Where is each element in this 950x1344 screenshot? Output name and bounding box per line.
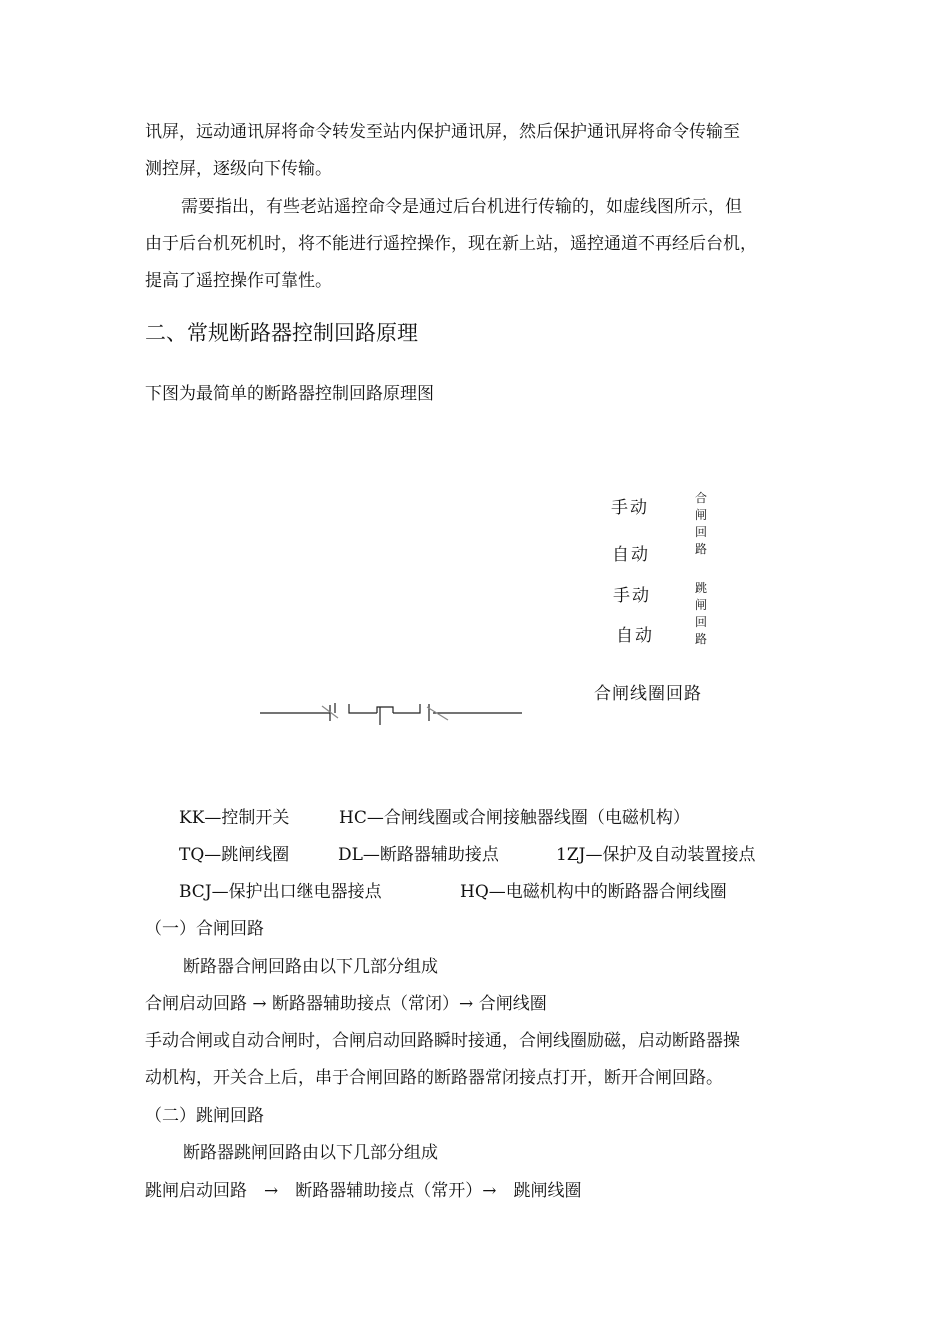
legend-1zj: 1ZJ—保护及自动装置接点 [556,845,756,865]
legend-kk: KK—控制开关 [179,808,290,828]
close-section-desc-line-2: 动机构，开关合上后，串于合闸回路的断路器常闭接点打开，断开合闸回路。 [145,1068,723,1088]
trip-section-heading: （二）跳闸回路 [145,1106,264,1126]
close-circuit-char: 闸 [694,508,707,522]
legend-hq: HQ—电磁机构中的断路器合闸线圈 [460,882,727,902]
manual-close-label: 手动 [611,498,649,518]
paragraph-2-line-1: 需要指出，有些老站遥控命令是通过后台机进行传输的，如虚线图所示，但 [181,197,742,217]
close-section-heading: （一）合闸回路 [145,919,264,939]
trip-section-intro: 断路器跳闸回路由以下几部分组成 [183,1143,438,1163]
trip-circuit-char: 路 [694,632,707,646]
contact-2-symbol [349,704,377,713]
legend-bcj: BCJ—保护出口继电器接点 [179,882,382,902]
trip-circuit-char: 跳 [694,581,707,595]
section-heading: 二、常规断路器控制回路原理 [145,321,418,345]
trip-circuit-char: 回 [694,615,707,629]
figure-intro: 下图为最简单的断路器控制回路原理图 [145,384,434,404]
auto-close-label: 自动 [612,545,650,565]
close-section-intro: 断路器合闸回路由以下几部分组成 [183,957,438,977]
close-circuit-char: 路 [694,542,707,556]
paragraph-1-line-1: 讯屏，远动通讯屏将命令转发至站内保护通讯屏，然后保护通讯屏将命令传输至 [145,122,740,142]
legend-tq: TQ—跳闸线圈 [179,845,290,865]
paragraph-2-line-2: 由于后台机死机时，将不能进行遥控操作，现在新上站，遥控通道不再经后台机， [145,234,757,254]
close-circuit-char: 合 [694,491,707,505]
paragraph-1-line-2: 测控屏，逐级向下传输。 [145,159,332,179]
close-circuit-char: 回 [694,525,707,539]
close-coil-circuit-label: 合闸线圈回路 [594,684,702,704]
auto-trip-label: 自动 [616,626,654,646]
manual-trip-label: 手动 [613,586,651,606]
paragraph-2-line-3: 提高了遥控操作可靠性。 [145,271,332,291]
contact-3-symbol [429,704,522,721]
legend-hc: HC—合闸线圈或合闸接触器线圈（电磁机构） [339,808,690,828]
close-section-flow: 合闸启动回路 → 断路器辅助接点（常闭）→ 合闸线圈 [145,994,547,1014]
trip-section-flow: 跳闸启动回路 → 断路器辅助接点（常开）→ 跳闸线圈 [145,1181,582,1201]
trip-circuit-char: 闸 [694,598,707,612]
legend-dl: DL—断路器辅助接点 [338,845,499,865]
close-section-desc-line-1: 手动合闸或自动合闸时，合闸启动回路瞬时接通，合闸线圈励磁，启动断路器操 [145,1031,740,1051]
